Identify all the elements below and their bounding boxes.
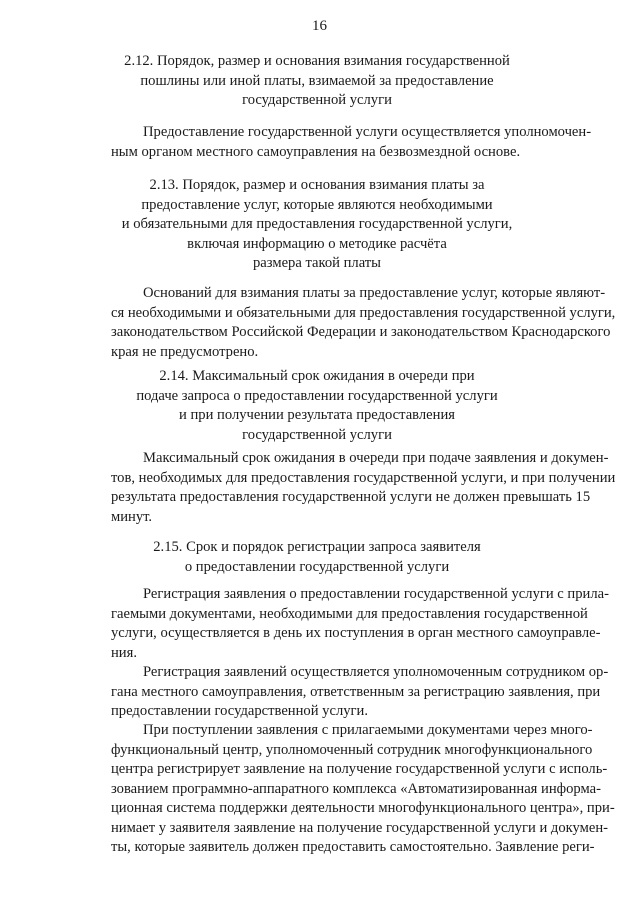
- paragraph-line: края не предусмотрено.: [111, 343, 259, 360]
- paragraph-2-12: [111, 123, 592, 162]
- heading-line: 2.14. Максимальный срок ожидания в очереди при: [159, 368, 475, 384]
- paragraph-line: законодательством Российской Федерации и законодательством Краснодарского: [111, 324, 611, 340]
- paragraph-line: ционная система поддержки деятельности многофункционального центра», при-: [111, 800, 615, 816]
- paragraph-line: функциональный центр, уполномоченный сотрудник многофункционального: [111, 741, 593, 758]
- heading-line: подаче запроса о предоставлении государственной услуги: [136, 387, 498, 404]
- paragraph-line: ния.: [111, 644, 137, 661]
- heading-line: государственной услуги: [242, 426, 392, 443]
- heading-line: и обязательными для предоставления государственной услуги,: [121, 216, 513, 232]
- heading-line: государственной услуги: [242, 92, 392, 108]
- paragraph-line: гана местного самоуправления, ответственным за регистрацию заявления, при: [111, 683, 601, 700]
- paragraph-line: Регистрация заявлений осуществляется уполномоченным сотрудником ор-: [143, 664, 609, 680]
- paragraph-2-13: [111, 284, 616, 362]
- paragraph-line: тов, необходимых для предоставления государственной услуги, и при получении: [111, 469, 616, 486]
- heading-line: и при получении результата предоставления: [179, 407, 455, 423]
- paragraph-line: ным органом местного самоуправления на безвозмездной основе.: [111, 143, 521, 160]
- heading-line: 2.13. Порядок, размер и основания взимания платы за: [149, 177, 485, 193]
- paragraph-line: зованием программно-аппаратного комплекса «Автоматизированная информа-: [111, 780, 601, 797]
- paragraph-line: нимает у заявителя заявление на получение государственной услуги и докумен-: [111, 819, 608, 836]
- heading-line: 2.15. Срок и порядок регистрации запроса заявителя: [153, 539, 481, 555]
- paragraph-2-15-1: [111, 585, 609, 663]
- paragraph-line: минут.: [111, 508, 153, 525]
- paragraph-line: результата предоставления государственной услуги не должен превышать 15: [111, 489, 591, 505]
- paragraph-line: ты, которые заявитель должен предоставить самостоятельно. Заявление реги-: [111, 839, 595, 855]
- paragraph-2-14: [111, 449, 616, 527]
- section-heading-2-13: [112, 176, 522, 274]
- section-heading-2-14: [112, 367, 522, 445]
- page-number: 16: [312, 18, 327, 34]
- heading-line: 2.12. Порядок, размер и основания взимания государственной: [124, 53, 510, 69]
- paragraph-line: Максимальный срок ожидания в очереди при подаче заявления и докумен-: [143, 450, 609, 466]
- paragraph-line: Оснований для взимания платы за предоставление услуг, которые являют-: [143, 285, 606, 301]
- heading-line: пошлины или иной платы, взимаемой за предоставление: [140, 72, 494, 89]
- paragraph-line: центра регистрирует заявление на получение государственной услуги с исполь-: [111, 761, 608, 777]
- section-heading-2-12: [112, 52, 522, 111]
- heading-line: включая информацию о методике расчёта: [187, 235, 447, 252]
- paragraph-line: Предоставление государственной услуги осуществляется уполномочен-: [143, 124, 592, 140]
- paragraph-2-15-3: [111, 721, 615, 858]
- heading-line: предоставление услуг, которые являются необходимыми: [141, 196, 493, 213]
- paragraph-line: ся необходимыми и обязательными для предоставления государственной услуги,: [111, 304, 616, 321]
- section-heading-2-15: [112, 538, 522, 577]
- paragraph-line: услуги, осуществляется в день их поступления в орган местного самоуправле-: [111, 625, 601, 641]
- heading-line: размера такой платы: [253, 255, 381, 271]
- paragraph-line: Регистрация заявления о предоставлении государственной услуги с прила-: [143, 586, 609, 602]
- paragraph-2-15-2: [111, 663, 609, 722]
- paragraph-line: При поступлении заявления с прилагаемыми документами через много-: [143, 722, 593, 738]
- paragraph-line: гаемыми документами, необходимыми для предоставления государственной: [111, 605, 588, 622]
- heading-line: о предоставлении государственной услуги: [184, 558, 450, 575]
- paragraph-line: предоставлении государственной услуги.: [111, 703, 368, 719]
